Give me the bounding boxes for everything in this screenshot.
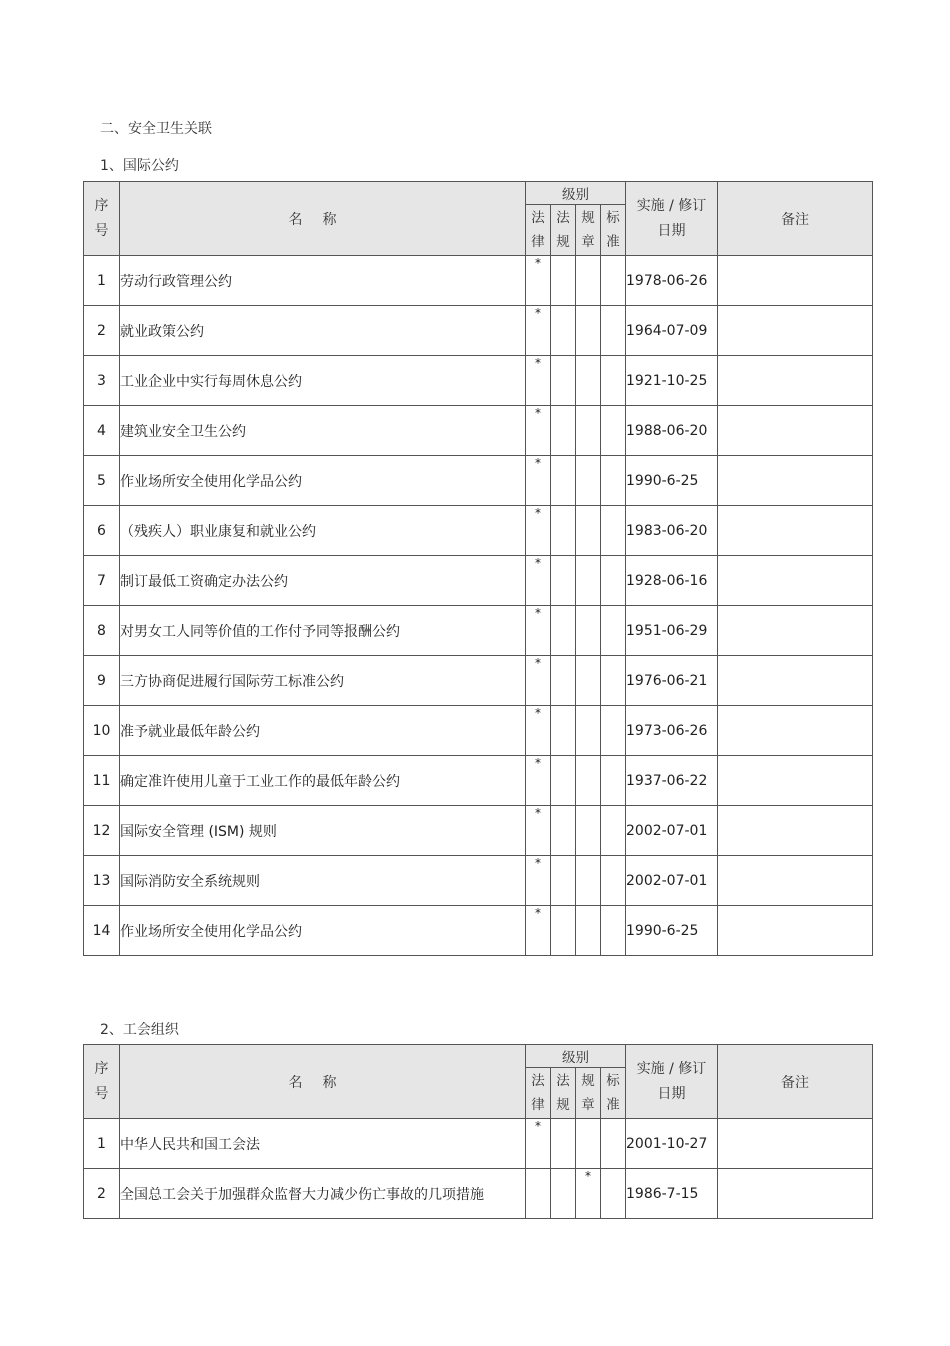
rule-mark-cell	[576, 656, 601, 706]
regulation-mark-cell	[551, 606, 576, 656]
law-mark-cell	[526, 1169, 551, 1219]
regulation-mark-cell	[551, 556, 576, 606]
rule-mark-cell	[576, 256, 601, 306]
seq-cell: 2	[84, 306, 120, 356]
law-mark-cell: *	[526, 306, 551, 356]
name-cell: 作业场所安全使用化学品公约	[120, 456, 526, 506]
note-cell	[718, 456, 873, 506]
table-row	[84, 856, 873, 906]
standard-mark-cell	[601, 1119, 626, 1169]
seq-cell: 7	[84, 556, 120, 606]
table-row	[84, 1169, 873, 1219]
regulation-mark-cell	[551, 706, 576, 756]
note-cell	[718, 706, 873, 756]
date-cell: 1937-06-22	[626, 756, 718, 806]
header-level: 级别	[526, 1045, 626, 1068]
table-1-heading: 1、国际公约	[100, 158, 179, 174]
note-cell	[718, 806, 873, 856]
date-cell: 1988-06-20	[626, 406, 718, 456]
date-cell: 1990-6-25	[626, 456, 718, 506]
name-cell: 就业政策公约	[120, 306, 526, 356]
header-date: 实施 / 修订 日期	[626, 1045, 718, 1119]
header-name: 名称	[120, 1045, 526, 1119]
table-body	[84, 1119, 873, 1219]
date-cell: 1921-10-25	[626, 356, 718, 406]
date-cell: 2002-07-01	[626, 806, 718, 856]
regulation-mark-cell	[551, 256, 576, 306]
standard-mark-cell	[601, 406, 626, 456]
note-cell	[718, 506, 873, 556]
regulation-mark-cell	[551, 1119, 576, 1169]
name-cell: 对男女工人同等价值的工作付予同等报酬公约	[120, 606, 526, 656]
header-regulation: 法 规	[551, 205, 576, 256]
standard-mark-cell	[601, 456, 626, 506]
standard-mark-cell	[601, 756, 626, 806]
table-row	[84, 406, 873, 456]
law-mark-cell: *	[526, 556, 551, 606]
standard-mark-cell	[601, 906, 626, 956]
seq-cell: 6	[84, 506, 120, 556]
section-title: 二、安全卫生关联	[100, 121, 212, 137]
law-mark-cell: *	[526, 256, 551, 306]
note-cell	[718, 856, 873, 906]
seq-cell: 11	[84, 756, 120, 806]
seq-cell: 14	[84, 906, 120, 956]
date-cell: 1973-06-26	[626, 706, 718, 756]
standard-mark-cell	[601, 606, 626, 656]
standard-mark-cell	[601, 806, 626, 856]
regulation-mark-cell	[551, 806, 576, 856]
seq-cell: 4	[84, 406, 120, 456]
date-cell: 2001-10-27	[626, 1119, 718, 1169]
header-note: 备注	[718, 1045, 873, 1119]
name-cell: 国际安全管理 (ISM) 规则	[120, 806, 526, 856]
table-row	[84, 506, 873, 556]
note-cell	[718, 256, 873, 306]
rule-mark-cell	[576, 906, 601, 956]
header-regulation: 法 规	[551, 1068, 576, 1119]
name-cell: 作业场所安全使用化学品公约	[120, 906, 526, 956]
standard-mark-cell	[601, 256, 626, 306]
law-mark-cell: *	[526, 856, 551, 906]
rule-mark-cell	[576, 806, 601, 856]
name-cell: 确定准许使用儿童于工业工作的最低年龄公约	[120, 756, 526, 806]
seq-cell: 5	[84, 456, 120, 506]
standard-mark-cell	[601, 856, 626, 906]
rule-mark-cell	[576, 456, 601, 506]
table-row	[84, 606, 873, 656]
standard-mark-cell	[601, 306, 626, 356]
table-row	[84, 656, 873, 706]
table-trade-union	[83, 1044, 873, 1219]
standard-mark-cell	[601, 556, 626, 606]
seq-cell: 9	[84, 656, 120, 706]
rule-mark-cell	[576, 756, 601, 806]
note-cell	[718, 306, 873, 356]
name-cell: 制订最低工资确定办法公约	[120, 556, 526, 606]
name-cell: 建筑业安全卫生公约	[120, 406, 526, 456]
standard-mark-cell	[601, 706, 626, 756]
note-cell	[718, 556, 873, 606]
note-cell	[718, 406, 873, 456]
header-standard: 标 准	[601, 205, 626, 256]
name-cell: 国际消防安全系统规则	[120, 856, 526, 906]
name-cell: 准予就业最低年龄公约	[120, 706, 526, 756]
date-cell: 1986-7-15	[626, 1169, 718, 1219]
law-mark-cell: *	[526, 656, 551, 706]
note-cell	[718, 756, 873, 806]
seq-cell: 1	[84, 1119, 120, 1169]
law-mark-cell: *	[526, 906, 551, 956]
name-cell: 全国总工会关于加强群众监督大力减少伤亡事故的几项措施	[120, 1169, 526, 1219]
regulation-mark-cell	[551, 906, 576, 956]
law-mark-cell: *	[526, 806, 551, 856]
law-mark-cell: *	[526, 756, 551, 806]
regulation-mark-cell	[551, 1169, 576, 1219]
header-seq: 序 号	[84, 182, 120, 256]
regulation-mark-cell	[551, 756, 576, 806]
table-row	[84, 456, 873, 506]
rule-mark-cell: *	[576, 1169, 601, 1219]
rule-mark-cell	[576, 506, 601, 556]
note-cell	[718, 656, 873, 706]
date-cell: 1990-6-25	[626, 906, 718, 956]
table-row	[84, 706, 873, 756]
note-cell	[718, 356, 873, 406]
table-row	[84, 256, 873, 306]
law-mark-cell: *	[526, 706, 551, 756]
table-row	[84, 556, 873, 606]
law-mark-cell: *	[526, 1119, 551, 1169]
table-international-conventions	[83, 181, 873, 956]
seq-cell: 2	[84, 1169, 120, 1219]
seq-cell: 12	[84, 806, 120, 856]
header-law: 法 律	[526, 1068, 551, 1119]
law-mark-cell: *	[526, 506, 551, 556]
header-note: 备注	[718, 182, 873, 256]
regulation-mark-cell	[551, 656, 576, 706]
date-cell: 1964-07-09	[626, 306, 718, 356]
seq-cell: 13	[84, 856, 120, 906]
law-mark-cell: *	[526, 606, 551, 656]
name-cell: （残疾人）职业康复和就业公约	[120, 506, 526, 556]
standard-mark-cell	[601, 656, 626, 706]
table-row	[84, 356, 873, 406]
name-cell: 三方协商促进履行国际劳工标准公约	[120, 656, 526, 706]
table-row	[84, 306, 873, 356]
rule-mark-cell	[576, 706, 601, 756]
rule-mark-cell	[576, 1119, 601, 1169]
regulation-mark-cell	[551, 306, 576, 356]
date-cell: 1976-06-21	[626, 656, 718, 706]
table-row	[84, 906, 873, 956]
table-body	[84, 256, 873, 956]
table-row	[84, 1119, 873, 1169]
rule-mark-cell	[576, 306, 601, 356]
name-cell: 劳动行政管理公约	[120, 256, 526, 306]
seq-cell: 3	[84, 356, 120, 406]
standard-mark-cell	[601, 1169, 626, 1219]
rule-mark-cell	[576, 406, 601, 456]
rule-mark-cell	[576, 556, 601, 606]
regulation-mark-cell	[551, 406, 576, 456]
seq-cell: 8	[84, 606, 120, 656]
header-rule: 规 章	[576, 205, 601, 256]
law-mark-cell: *	[526, 356, 551, 406]
standard-mark-cell	[601, 356, 626, 406]
regulation-mark-cell	[551, 856, 576, 906]
rule-mark-cell	[576, 606, 601, 656]
note-cell	[718, 1169, 873, 1219]
rule-mark-cell	[576, 356, 601, 406]
law-mark-cell: *	[526, 456, 551, 506]
name-cell: 工业企业中实行每周休息公约	[120, 356, 526, 406]
header-name: 名称	[120, 182, 526, 256]
date-cell: 2002-07-01	[626, 856, 718, 906]
table-row	[84, 806, 873, 856]
date-cell: 1983-06-20	[626, 506, 718, 556]
note-cell	[718, 906, 873, 956]
date-cell: 1978-06-26	[626, 256, 718, 306]
regulation-mark-cell	[551, 456, 576, 506]
table-2-heading: 2、工会组织	[100, 1022, 179, 1038]
note-cell	[718, 606, 873, 656]
header-law: 法 律	[526, 205, 551, 256]
standard-mark-cell	[601, 506, 626, 556]
law-mark-cell: *	[526, 406, 551, 456]
regulation-mark-cell	[551, 506, 576, 556]
date-cell: 1928-06-16	[626, 556, 718, 606]
header-level: 级别	[526, 182, 626, 205]
table-row	[84, 756, 873, 806]
regulation-mark-cell	[551, 356, 576, 406]
seq-cell: 1	[84, 256, 120, 306]
rule-mark-cell	[576, 856, 601, 906]
date-cell: 1951-06-29	[626, 606, 718, 656]
note-cell	[718, 1119, 873, 1169]
name-cell: 中华人民共和国工会法	[120, 1119, 526, 1169]
header-rule: 规 章	[576, 1068, 601, 1119]
seq-cell: 10	[84, 706, 120, 756]
header-date: 实施 / 修订 日期	[626, 182, 718, 256]
header-standard: 标 准	[601, 1068, 626, 1119]
header-seq: 序 号	[84, 1045, 120, 1119]
